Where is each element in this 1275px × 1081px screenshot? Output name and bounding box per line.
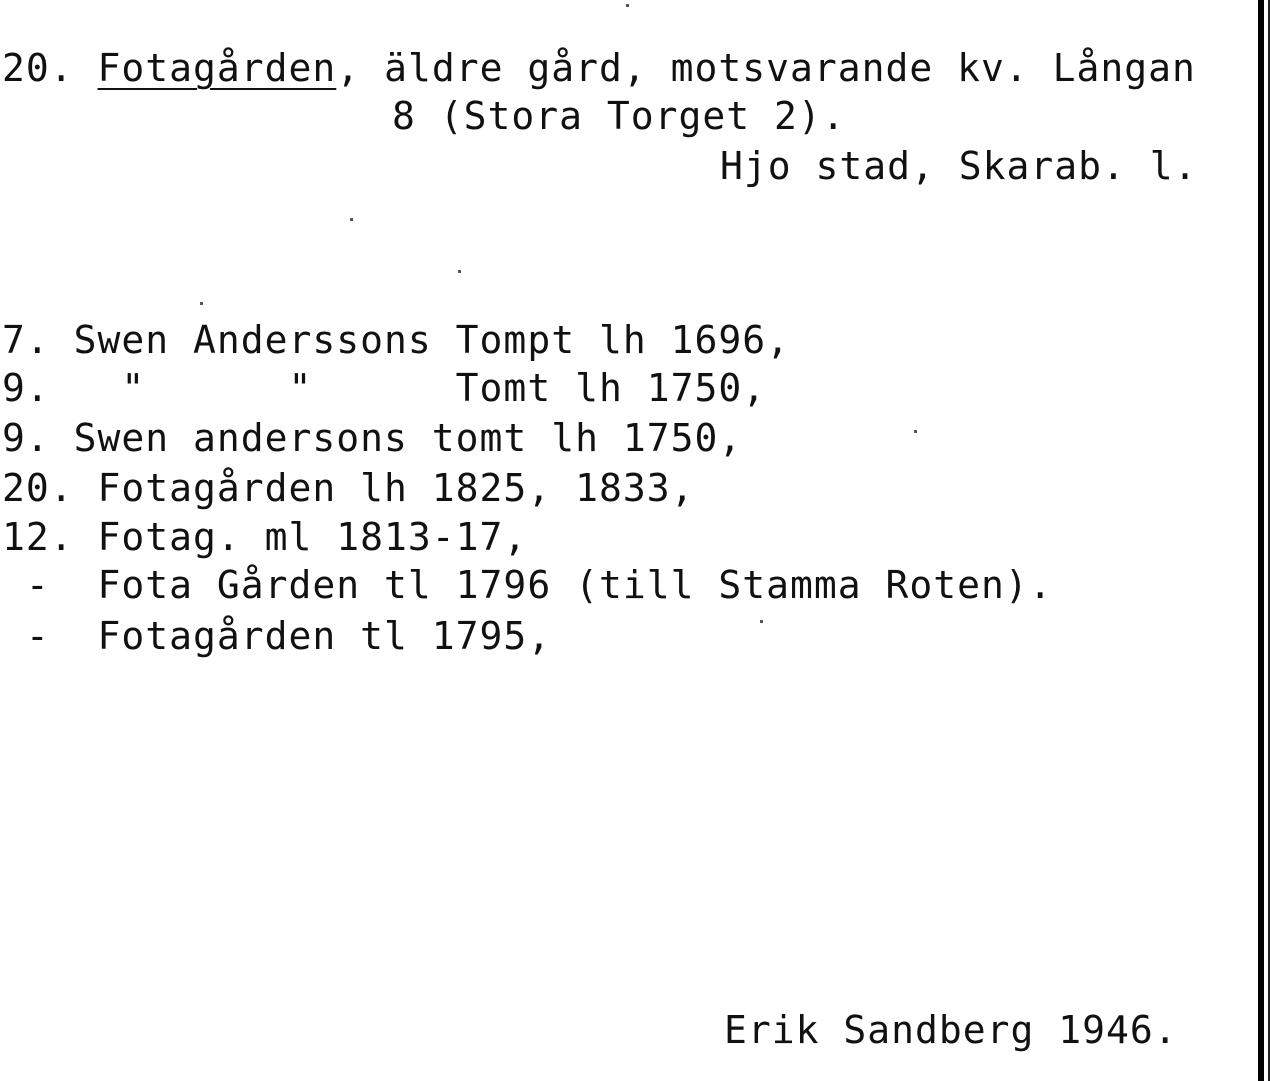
signature: Erik Sandberg 1946. [724,1008,1178,1052]
scan-speck [914,430,917,433]
entry-line: - Fotagården tl 1795, [2,614,552,658]
entry-line: 20. Fotagården lh 1825, 1833, [2,466,695,510]
heading-title: Fotagården [97,46,337,90]
card-edge-border-thin [1268,0,1270,1081]
heading-line-3: Hjo stad, Skarab. l. [720,144,1198,188]
heading-number: 20. [2,46,74,90]
entry-line: 9. Swen andersons tomt lh 1750, [2,416,743,460]
entry-line: - Fota Gården tl 1796 (till Stamma Roten). [2,563,1053,607]
entry-line: 9. " " Tomt lh 1750, [2,366,767,410]
scan-speck [200,302,203,305]
scan-speck [626,4,629,7]
entry-line: 12. Fotag. ml 1813-17, [2,515,528,559]
card-edge-border [1258,0,1264,1081]
scan-speck [458,270,461,273]
scan-speck [760,620,763,623]
heading-line-1 [2,46,1196,90]
heading-line-2: 8 (Stora Torget 2). [392,94,846,138]
heading-description: , äldre gård, motsvarande kv. Långan [336,46,1196,90]
scan-speck [350,218,353,221]
entry-line: 7. Swen Anderssons Tompt lh 1696, [2,318,790,362]
